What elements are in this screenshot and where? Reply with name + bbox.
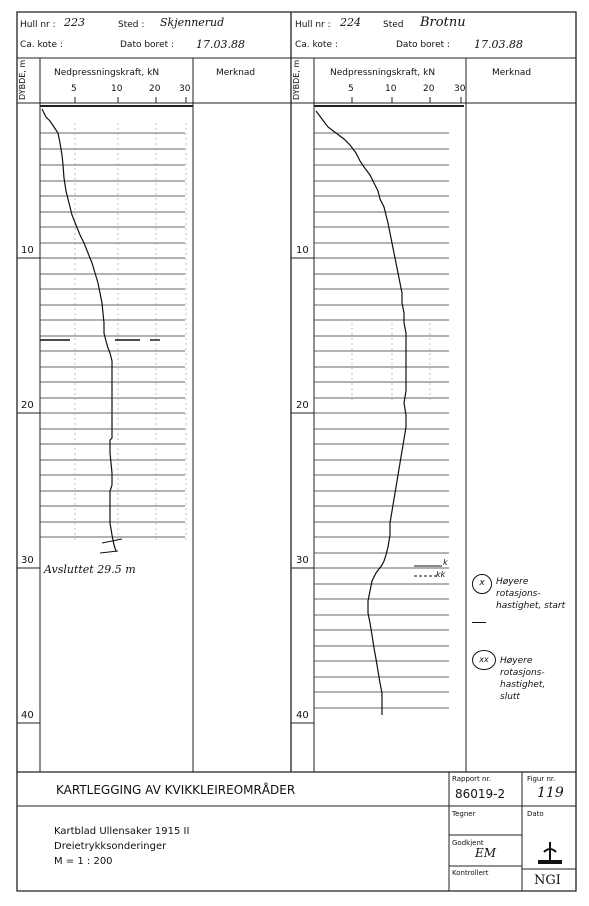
log2-force-tick: 30 <box>454 84 466 94</box>
figur-value: 119 <box>537 785 564 801</box>
ngi-logo-text: NGI <box>534 873 561 888</box>
dato-label: Dato <box>527 810 544 818</box>
log1-depth-tick: 10 <box>21 245 34 256</box>
log1-hull-label: Hull nr : <box>20 20 56 30</box>
figur-label: Figur nr. <box>527 775 556 783</box>
godkjent-label: Godkjent <box>452 839 484 847</box>
log2-force-label: Nedpressningskraft, kN <box>330 68 436 78</box>
legend-symbol-start: x <box>472 574 492 594</box>
log1-force-tick: 30 <box>179 84 191 94</box>
log1-dato-value: 17.03.88 <box>196 38 245 51</box>
log2-depth-tick: 20 <box>296 400 309 411</box>
godkjent-signature: EM <box>475 846 497 860</box>
ngi-logo-icon <box>530 838 570 868</box>
log1-force-label: Nedpressningskraft, kN <box>54 68 160 78</box>
legend-symbol-end: xx <box>472 650 496 670</box>
legend-text-start: Høyere rotasjons-hastighet, start <box>496 577 566 611</box>
log1-end-note: Avsluttet 29.5 m <box>44 563 136 576</box>
log2-depth-tick: 30 <box>296 555 309 566</box>
title-block-title: KARTLEGGING AV KVIKKLEIREOMRÅDER <box>56 783 296 797</box>
log2-hull-label: Hull nr : <box>295 20 331 30</box>
log2-sted-label: Sted <box>383 20 404 30</box>
tegner-label: Tegner <box>452 810 476 818</box>
log2-depth-tick: 10 <box>296 245 309 256</box>
log1-sted-value: Skjennerud <box>160 16 225 29</box>
title-block-line1: Kartblad Ullensaker 1915 II <box>54 826 190 837</box>
log2-hull-value: 224 <box>340 16 361 29</box>
log1-force-tick: 5 <box>71 84 77 94</box>
log1-depth-tick: 30 <box>21 555 34 566</box>
log2-sted-value: Brotnu <box>420 15 466 30</box>
log2-kk-mark: kk <box>436 570 446 579</box>
log1-merknad-label: Merknad <box>216 68 256 78</box>
log1-kote-label: Ca. kote : <box>20 40 63 50</box>
log2-dato-value: 17.03.88 <box>474 38 523 51</box>
kontrollert-label: Kontrollert <box>452 869 489 877</box>
log1-force-tick: 20 <box>149 84 161 94</box>
log2-force-tick: 20 <box>423 84 435 94</box>
log2-depth-tick: 40 <box>296 710 309 721</box>
log1-dato-label: Dato boret : <box>120 40 175 50</box>
rapport-value: 86019-2 <box>455 787 506 801</box>
log2-kote-label: Ca. kote : <box>295 40 338 50</box>
log1-hull-value: 223 <box>64 16 85 29</box>
legend-start-line <box>472 622 486 623</box>
log2-dato-label: Dato boret : <box>396 40 451 50</box>
log1-sted-label: Sted : <box>118 20 145 30</box>
log2-merknad-label: Merknad <box>492 68 532 78</box>
log2-force-tick: 10 <box>385 84 397 94</box>
log1-force-tick: 10 <box>111 84 123 94</box>
log1-depth-tick: 40 <box>21 710 34 721</box>
title-block-line2: Dreietrykksonderinger <box>54 841 167 852</box>
log2-k-mark: k <box>443 558 448 567</box>
log1-depth-tick: 20 <box>21 400 34 411</box>
rapport-label: Rapport nr. <box>452 775 491 783</box>
legend-text-end: Høyere rotasjons-hastighet, slutt <box>500 656 546 702</box>
log2-force-tick: 5 <box>348 84 354 94</box>
log1-plot <box>40 103 193 772</box>
log2-depth-axis-label: DYBDE, m <box>292 59 301 100</box>
title-block-line3: M = 1 : 200 <box>54 856 113 867</box>
log1-depth-axis-label: DYBDE, m <box>18 59 27 100</box>
log2-plot <box>314 103 466 772</box>
